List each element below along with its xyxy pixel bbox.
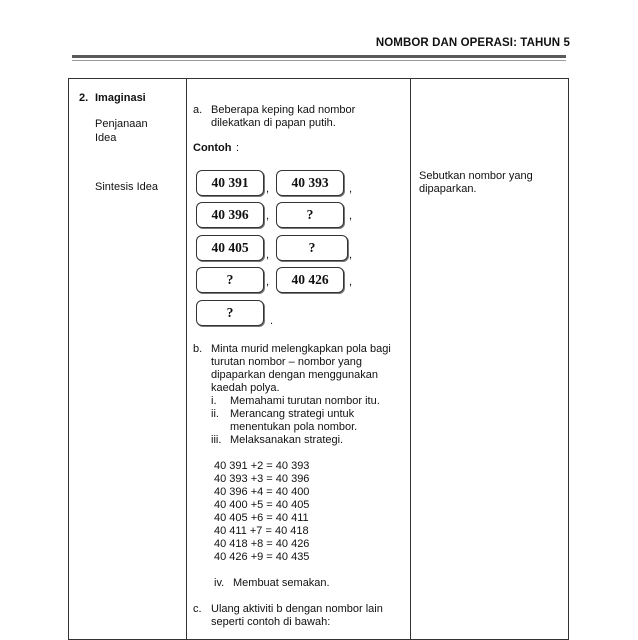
comma: , [266,249,270,261]
item-c-text: seperti contoh di bawah: [211,616,331,628]
step-text: Merancang strategi untuk [230,408,355,420]
contoh-colon: : [236,142,240,154]
step-text: Melaksanakan strategi. [230,434,344,446]
step-marker: iii. [211,434,222,446]
comma: , [349,249,353,261]
period: . [270,315,274,327]
item-b-text: Minta murid melengkapkan pola bagi [211,343,391,355]
col1-item: Sintesis Idea [95,181,158,193]
note-text: Sebutkan nombor yang [419,170,533,182]
number-card-missing: ? [196,267,264,293]
step-marker: ii. [211,408,219,420]
number-card: 40 405 [196,235,264,261]
equation: 40 411 +7 = 40 418 [214,525,309,537]
number-card-missing: ? [276,235,348,261]
item-c-text: Ulang aktiviti b dengan nombor lain [211,603,383,615]
col1-item: Idea [95,132,117,144]
item-a-text: dilekatkan di papan putih. [211,117,336,129]
equation: 40 400 +5 = 40 405 [214,499,310,511]
item-b-text: dipaparkan dengan menggunakan [211,369,378,381]
equation: 40 391 +2 = 40 393 [214,460,310,472]
column-divider [410,79,411,639]
item-a-text: Beberapa keping kad nombor [211,104,356,116]
number-card: 40 391 [196,170,264,196]
section-heading: Imaginasi [95,92,146,104]
comma: , [349,276,353,288]
equation: 40 393 +3 = 40 396 [214,473,310,485]
number-card-missing: ? [276,202,344,228]
step-marker: iv. [214,577,225,589]
item-b-text: kaedah polya. [211,382,280,394]
header-rule-thick [72,55,566,58]
comma: , [349,183,353,195]
col1-item: Penjanaan [95,118,148,130]
step-text: Memahami turutan nombor itu. [230,395,380,407]
page-header-title: NOMBOR DAN OPERASI: TAHUN 5 [375,37,570,49]
item-a-marker: a. [193,104,203,116]
item-c-marker: c. [193,603,202,615]
note-text: dipaparkan. [419,183,477,195]
number-card: 40 426 [276,267,344,293]
column-divider [186,79,187,639]
comma: , [266,183,270,195]
number-card: 40 396 [196,202,264,228]
item-b-text: turutan nombor – nombor yang [211,356,363,368]
lesson-table [68,78,569,640]
comma: , [266,276,270,288]
equation: 40 418 +8 = 40 426 [214,538,310,550]
step-text: Membuat semakan. [233,577,330,589]
equation: 40 396 +4 = 40 400 [214,486,310,498]
step-text: menentukan pola nombor. [230,421,358,433]
step-marker: i. [211,395,217,407]
number-card-missing: ? [196,300,264,326]
equation: 40 426 +9 = 40 435 [214,551,310,563]
number-card: 40 393 [276,170,344,196]
comma: , [266,210,270,222]
comma: , [349,210,353,222]
item-b-marker: b. [193,343,203,355]
section-number: 2. [79,92,89,104]
header-rule-thin [72,60,566,61]
equation: 40 405 +6 = 40 411 [214,512,309,524]
contoh-label: Contoh [193,142,232,154]
